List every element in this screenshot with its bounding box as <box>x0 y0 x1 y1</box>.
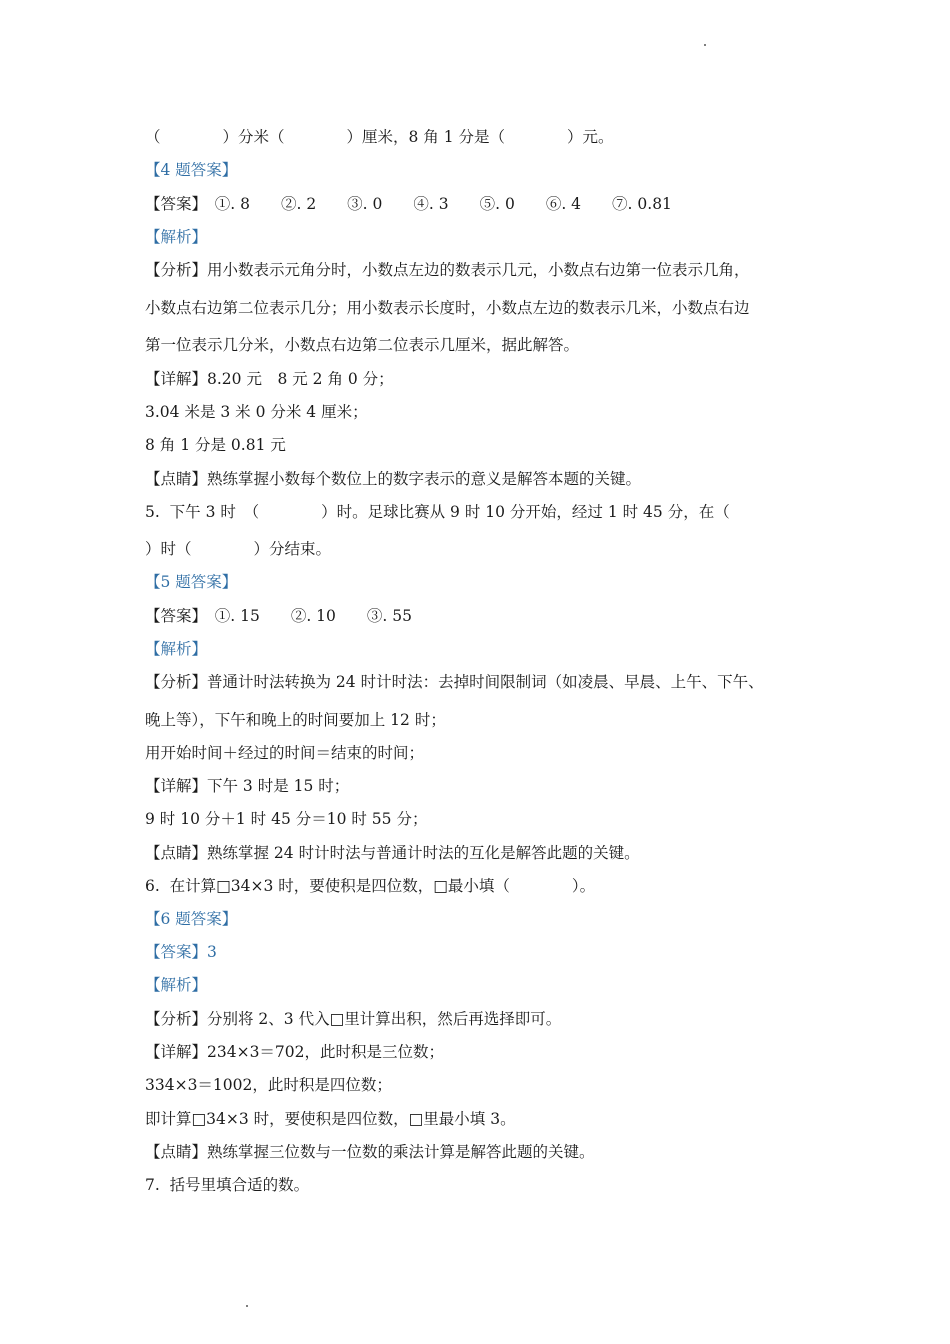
text-line: 【分析】用小数表示元角分时，小数点左边的数表示几元，小数点右边第一位表示几角， <box>145 261 750 279</box>
question-5: 5. 下午 3 时 （ ）时。足球比赛从 9 时 10 分开始，经过 1 时 45 分，在（ <box>145 503 730 521</box>
answer-heading-6: 【6 题答案】 <box>145 910 238 928</box>
text-line: 晚上等），下午和晚上的时间要加上 12 时； <box>145 711 446 729</box>
text-line: 8 角 1 分是 0.81 元 <box>145 436 286 454</box>
page-mark-top <box>704 44 706 46</box>
page-mark-bottom <box>246 1305 248 1307</box>
text-line: 小数点右边第二位表示几分；用小数表示长度时，小数点左边的数表示几米，小数点右边 <box>145 299 750 317</box>
analysis-heading: 【解析】 <box>145 228 208 246</box>
text-line: 【点睛】熟练掌握小数每个数位上的数字表示的意义是解答本题的关键。 <box>145 470 642 488</box>
text-line: 9 时 10 分＋1 时 45 分＝10 时 55 分； <box>145 810 428 828</box>
analysis-heading: 【解析】 <box>145 976 208 994</box>
text-line: ）时（ ）分结束。 <box>145 540 332 558</box>
text-line: 334×3＝1002，此时积是四位数； <box>145 1076 392 1094</box>
text-line: （ ）分米（ ）厘米，8 角 1 分是（ ）元。 <box>145 128 614 146</box>
text-line: 【详解】8.20 元 8 元 2 角 0 分； <box>145 370 394 388</box>
text-line: 【分析】普通计时法转换为 24 时计时法：去掉时间限制词（如凌晨、早晨、上午、下午、 <box>145 673 764 691</box>
analysis-heading: 【解析】 <box>145 640 208 658</box>
answer-line: 【答案】 ①. 15 ②. 10 ③. 55 <box>145 607 412 625</box>
text-line: 【详解】234×3＝702，此时积是三位数； <box>145 1043 445 1061</box>
text-line: 【分析】分别将 2、3 代入□里计算出积，然后再选择即可。 <box>145 1010 562 1028</box>
answer-heading-5: 【5 题答案】 <box>145 573 238 591</box>
answer-line: 【答案】 ①. 8 ②. 2 ③. 0 ④. 3 ⑤. 0 ⑥. 4 ⑦. 0.81 <box>145 195 672 213</box>
question-6: 6. 在计算□34×3 时，要使积是四位数，□最小填（ ）。 <box>145 877 596 895</box>
text-line: 3.04 米是 3 米 0 分米 4 厘米； <box>145 403 368 421</box>
text-line: 【详解】下午 3 时是 15 时； <box>145 777 350 795</box>
text-line: 即计算□34×3 时，要使积是四位数，□里最小填 3。 <box>145 1110 516 1128</box>
answer-line: 【答案】3 <box>145 943 217 961</box>
text-line: 【点睛】熟练掌握三位数与一位数的乘法计算是解答此题的关键。 <box>145 1143 595 1161</box>
text-line: 用开始时间＋经过的时间＝结束的时间； <box>145 744 425 762</box>
question-7: 7. 括号里填合适的数。 <box>145 1176 310 1194</box>
text-line: 第一位表示几分米，小数点右边第二位表示几厘米，据此解答。 <box>145 336 580 354</box>
text-line: 【点睛】熟练掌握 24 时计时法与普通计时法的互化是解答此题的关键。 <box>145 844 640 862</box>
answer-heading-4: 【4 题答案】 <box>145 161 238 179</box>
